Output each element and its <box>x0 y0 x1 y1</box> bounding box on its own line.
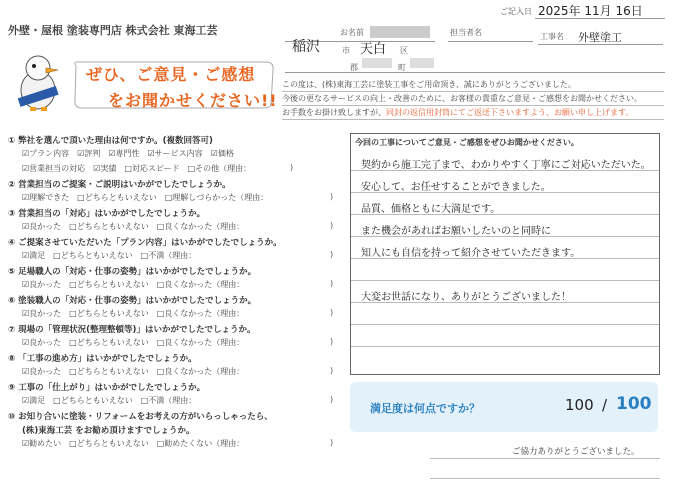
intro-line-3b: 同封の返信用封筒にてご返送下さいますよう、お願い申し上げます。 <box>386 108 634 117</box>
question-3-options: ☑良かった □どちらともいえない □良くなかった（理由： <box>22 222 245 231</box>
question-7-options: ☑良かった □どちらともいえない □良くなかった（理由： <box>22 338 245 347</box>
address-city: 稲沢 <box>292 39 320 55</box>
question-4-options: ☑満足 □どちらともいえない □不満（理由： <box>22 251 197 260</box>
date-value: 2025年 11月 16日 <box>538 4 643 18</box>
redacted-name <box>370 26 430 38</box>
question-2-options: ☑理解できた □どちらともいえない □理解しづらかった（理由： <box>22 193 269 202</box>
question-8: ⑧ 「工事の進め方」はいかがでしたでしょうか。 <box>8 354 197 364</box>
mascot-bird-icon <box>8 52 70 114</box>
question-5: ⑤ 足場職人の「対応・仕事の姿勢」はいかがでしたでしょうか。 <box>8 267 257 277</box>
comment-line-1: 契約から施工完了まで、わかりやすく丁寧にご対応いただいた。 <box>361 160 651 171</box>
question-9-options: ☑満足 □どちらともいえない □不満（理由： <box>22 396 197 405</box>
question-2: ② 営業担当のご提案・ご説明はいかがでしたでしょうか。 <box>8 180 231 190</box>
satisfaction-value: 100 <box>565 396 594 414</box>
comment-line-3: 品質、価格ともに大満足です。 <box>361 204 501 215</box>
address-gun: 郡 <box>350 63 358 72</box>
question-8-options: ☑良かった □どちらともいえない □良くなかった（理由： <box>22 367 245 376</box>
redacted-area <box>362 58 392 68</box>
banner-line-1: ぜひ、ご意見・ご感想 <box>86 65 256 84</box>
question-1-options-2: ☑営業担当の対応 ☑実績 □対応スピード □その他（理由： <box>22 164 252 173</box>
address-cho: 町 <box>398 63 406 72</box>
intro-line-1: この度は、(株)東海工芸に塗装工事をご用命頂き、誠にありがとうございました。 <box>282 80 576 89</box>
banner-line-2: をお聞かせください!! <box>108 91 278 110</box>
work-label: 工事名 <box>540 32 564 41</box>
address-ku: 区 <box>400 46 408 55</box>
comments-heading: 今回の工事についてご意見・ご感想をぜひお聞かせください。 <box>355 138 579 147</box>
question-3: ③ 営業担当の「対応」はいかがでしたでしょうか。 <box>8 209 206 219</box>
question-1-options: ☑プラン内容 ☑評判 ☑専門性 ☑サービス内容 ☑価格 <box>22 149 234 158</box>
comment-line-7: 大変お世話になり、ありがとうございました！ <box>361 292 571 303</box>
comment-line-4: また機会があればお願いしたいのと同時に <box>361 226 551 237</box>
satisfaction-max: 100 <box>616 394 652 414</box>
satisfaction-separator: / <box>602 396 608 414</box>
intro-line-2: 今後の更なるサービスの向上・改善のために、お客様の貴重なご意見・ご感想をお聞かせください。 <box>282 94 642 103</box>
feedback-banner <box>68 60 278 110</box>
comment-line-5: 知人にも自信を持って紹介させていただきます。 <box>361 248 581 259</box>
question-6: ⑥ 塗装職人の「対応・仕事の姿勢」はいかがでしたでしょうか。 <box>8 296 257 306</box>
question-10-line-2: (株)東海工芸 をお勧め頂けますでしょうか。 <box>22 426 195 436</box>
name-label: お名前 <box>340 28 364 37</box>
question-1: ① 弊社を選んで頂いた理由は何ですか。(複数回答可) <box>8 136 213 146</box>
question-7: ⑦ 現場の「管理状況(整理整頓等)」はいかがでしたでしょうか。 <box>8 325 256 335</box>
question-5-options: ☑良かった □どちらともいえない □良くなかった（理由： <box>22 280 245 289</box>
intro-line-3a: お手数をお掛け致しますが、 <box>282 108 386 117</box>
work-value: 外壁塗工 <box>578 31 622 44</box>
address-handwritten: 天白 <box>360 42 387 57</box>
question-4: ④ ご提案させていただいた「プラン内容」はいかがでしたでしょうか。 <box>8 238 282 248</box>
intro-text <box>282 78 642 120</box>
redacted-area-2 <box>410 58 434 68</box>
comment-line-2: 安心して、お任せすることができました。 <box>361 182 551 193</box>
question-9: ⑨ 工事の「仕上がり」はいかがでしたでしょうか。 <box>8 383 206 393</box>
question-6-options: ☑良かった □どちらともいえない □良くなかった（理由： <box>22 309 245 318</box>
company-header: 外壁・屋根 塗装専門店 株式会社 東海工芸 <box>8 24 218 37</box>
date-label: ご記入日 <box>500 7 532 16</box>
comments-box <box>350 133 660 375</box>
staff-label: 担当者名 <box>450 28 482 37</box>
question-10: ⑩ お知り合いに塗装・リフォームをお考えの方がいらっしゃったら、 <box>8 412 273 422</box>
satisfaction-label: 満足度は何点ですか？ <box>370 402 480 415</box>
satisfaction-box <box>350 382 658 432</box>
footer-thanks: ご協力ありがとうございました。 <box>512 447 640 457</box>
question-10-options: ☑勧めたい □どちらともいえない □勧めたくない（理由： <box>22 439 245 448</box>
address-shi: 市 <box>342 46 350 55</box>
